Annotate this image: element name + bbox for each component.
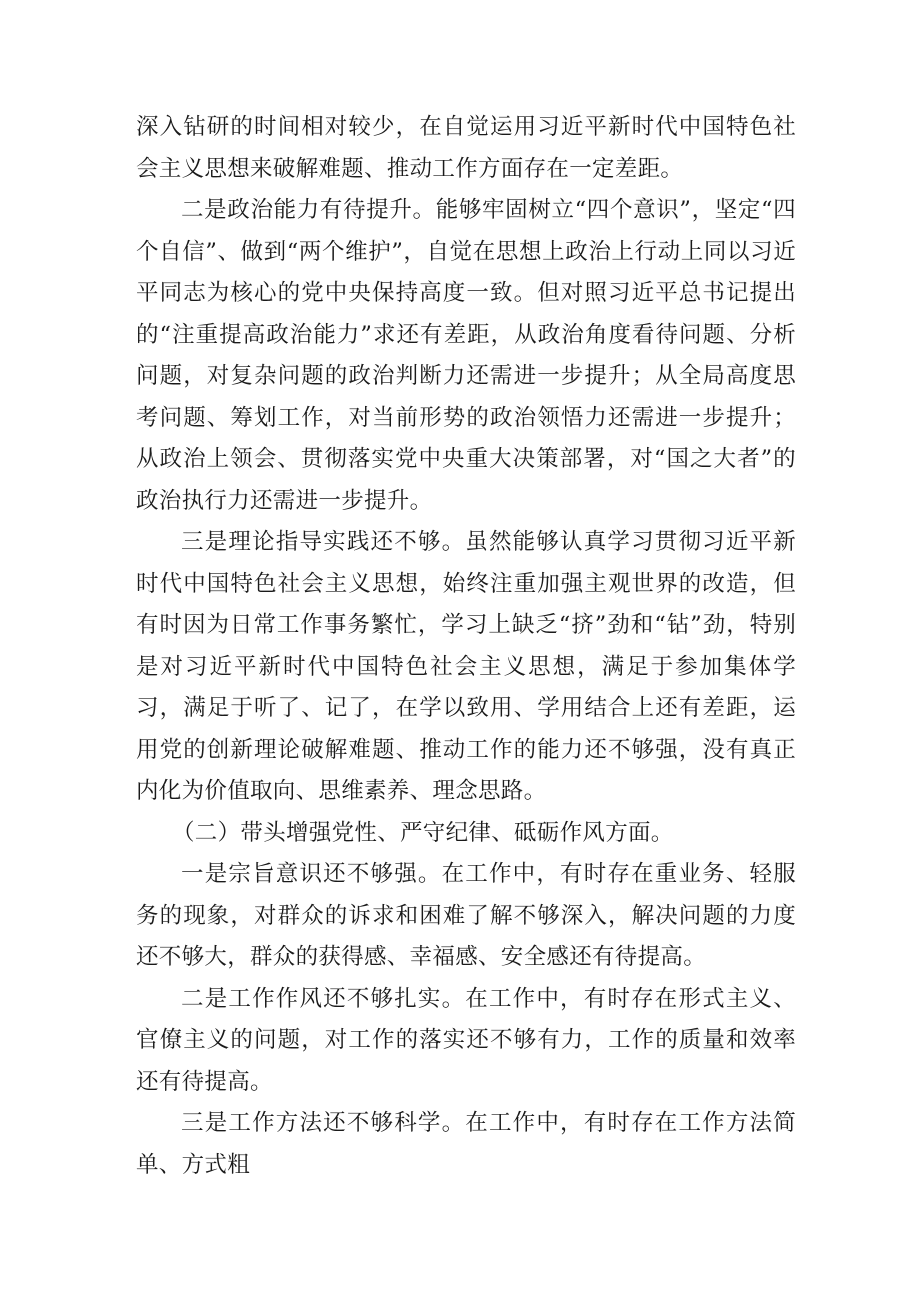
- section-heading: （二）带头增强党性、严守纪律、砥砺作风方面。: [172, 819, 674, 846]
- paragraph-political-ability: 二是政治能力有待提升。能够牢固树立“四个意识”，坚定“四个自信”、做到“两个维护”，自觉在思想上政治上行动上同以习近平同志为核心的党中央保持高度一致。但对照习近平总书记提出的“注重提高政治能力”求还有差距，从政治角度看待问题、分析问题，对复杂问题的政治判断力还需进一步提升；从全局高度思考问题、筹划工作，对当前形势的政治领悟力还需进一步提升；从政治上领会、贯彻落实党中央重大决策部署，对“国之大者”的政治执行力还需进一步提升。: [136, 197, 796, 514]
- paragraph-purpose-awareness: 一是宗旨意识还不够强。在工作中，有时存在重业务、轻服务的现象，对群众的诉求和困难了解不够深入，解决问题的力度还不够大，群众的获得感、幸福感、安全感还有待提高。: [136, 861, 796, 970]
- document-body: [136, 107, 796, 1186]
- paragraph-work-method: 三是工作方法还不够科学。在工作中，有时存在工作方法简单、方式粗: [136, 1110, 796, 1178]
- paragraph-theory-practice: 三是理论指导实践还不够。虽然能够认真学习贯彻习近平新时代中国特色社会主义思想，始终注重加强主观世界的改造，但有时因为日常工作事务繁忙，学习上缺乏“挤”劲和“钻”劲，特别是对习近平新时代中国特色社会主义思想，满足于参加集体学习，满足于听了、记了，在学以致用、学用结合上还有差距，运用党的创新理论破解难题、推动工作的能力还不够强，没有真正内化为价值取向、思维素养、理念思路。: [136, 529, 796, 804]
- paragraph-work-style: 二是工作作风还不够扎实。在工作中，有时存在形式主义、官僚主义的问题，对工作的落实还不够有力，工作的质量和效率还有待提高。: [136, 985, 796, 1095]
- paragraph-continuation: 深入钻研的时间相对较少，在自觉运用习近平新时代中国特色社会主义思想来破解难题、推动工作方面存在一定差距。: [136, 114, 796, 182]
